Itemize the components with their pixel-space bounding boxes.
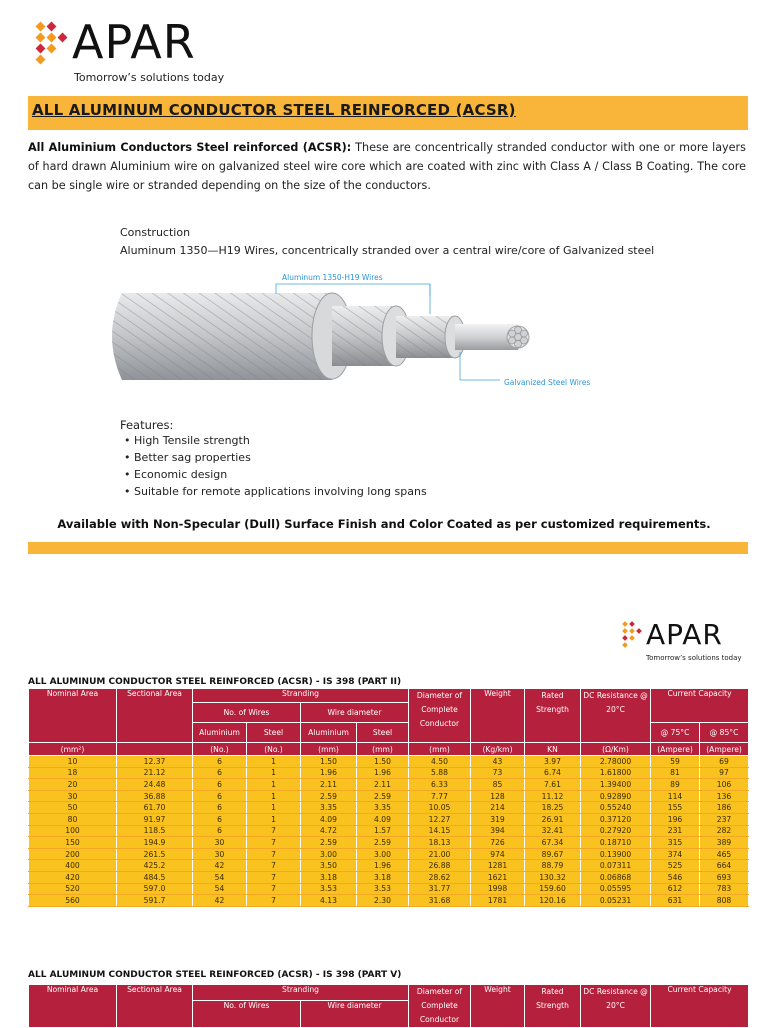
table-cell: 465 bbox=[700, 848, 749, 860]
table-row bbox=[29, 790, 749, 802]
table-cell: 0.05595 bbox=[581, 883, 651, 895]
th-diameter: Diameter of Complete Conductor bbox=[409, 985, 471, 1028]
th-rated-strength: Rated Strength bbox=[525, 985, 581, 1028]
table-cell: 1.61800 bbox=[581, 767, 651, 779]
table-cell: 3.50 bbox=[301, 860, 357, 872]
table-cell: 6 bbox=[193, 779, 247, 791]
table-cell: 31.68 bbox=[409, 895, 471, 907]
table-cell: 10 bbox=[29, 756, 117, 768]
table-cell: 21.12 bbox=[117, 767, 193, 779]
th-nominal-area: Nominal Area bbox=[29, 689, 117, 743]
table-cell: 7 bbox=[247, 883, 301, 895]
table-cell: 3.00 bbox=[301, 848, 357, 860]
unit-cell: KN bbox=[525, 743, 581, 756]
table-cell: 36.88 bbox=[117, 790, 193, 802]
logo-wordmark: APAR bbox=[646, 618, 723, 651]
table-cell: 389 bbox=[700, 837, 749, 849]
table-cell: 2.11 bbox=[357, 779, 409, 791]
th-aluminium: Aluminium bbox=[301, 723, 357, 743]
table-cell: 546 bbox=[651, 871, 700, 883]
table-cell: 0.05231 bbox=[581, 895, 651, 907]
table-cell: 26.88 bbox=[409, 860, 471, 872]
table-cell: 1 bbox=[247, 802, 301, 814]
table-cell: 80 bbox=[29, 813, 117, 825]
table-cell: 1281 bbox=[471, 860, 525, 872]
table-cell: 88.79 bbox=[525, 860, 581, 872]
table-cell: 6.33 bbox=[409, 779, 471, 791]
table-cell: 597.0 bbox=[117, 883, 193, 895]
table-cell: 1 bbox=[247, 779, 301, 791]
table-cell: 7 bbox=[247, 871, 301, 883]
table-cell: 612 bbox=[651, 883, 700, 895]
th-at75: @ 75°C bbox=[651, 723, 700, 743]
table-cell: 7 bbox=[247, 895, 301, 907]
apar-logo-top bbox=[34, 15, 225, 84]
construction-heading: Construction bbox=[120, 226, 191, 239]
unit-cell: (mm) bbox=[301, 743, 357, 756]
table-cell: 400 bbox=[29, 860, 117, 872]
table-cell: 89.67 bbox=[525, 848, 581, 860]
unit-cell: (No.) bbox=[247, 743, 301, 756]
table-row bbox=[29, 871, 749, 883]
table-cell: 315 bbox=[651, 837, 700, 849]
construction-text: Aluminum 1350—H19 Wires, concentrically stranded over a central wire/core of Galvanized steel bbox=[120, 244, 655, 257]
table-cell: 30 bbox=[193, 848, 247, 860]
table-cell: 525 bbox=[651, 860, 700, 872]
table-cell: 3.00 bbox=[357, 848, 409, 860]
table-cell: 7 bbox=[247, 860, 301, 872]
table-cell: 808 bbox=[700, 895, 749, 907]
table-cell: 425.2 bbox=[117, 860, 193, 872]
table-cell: 1 bbox=[247, 790, 301, 802]
table-cell: 10.05 bbox=[409, 802, 471, 814]
table-cell: 664 bbox=[700, 860, 749, 872]
table-cell: 6 bbox=[193, 767, 247, 779]
logo-tagline: Tomorrow’s solutions today bbox=[74, 71, 225, 84]
table-cell: 0.13900 bbox=[581, 848, 651, 860]
th-weight: Weight bbox=[471, 689, 525, 743]
table-cell: 159.60 bbox=[525, 883, 581, 895]
table-cell: 4.09 bbox=[301, 813, 357, 825]
table-cell: 12.37 bbox=[117, 756, 193, 768]
table-cell: 4.13 bbox=[301, 895, 357, 907]
table-cell: 7 bbox=[247, 848, 301, 860]
table-row bbox=[29, 848, 749, 860]
th-aluminium: Aluminium bbox=[193, 723, 247, 743]
table-cell: 54 bbox=[193, 871, 247, 883]
table-cell: 73 bbox=[471, 767, 525, 779]
table-cell: 783 bbox=[700, 883, 749, 895]
th-steel: Steel bbox=[247, 723, 301, 743]
table-cell: 1.96 bbox=[357, 767, 409, 779]
table-cell: 2.78000 bbox=[581, 756, 651, 768]
table-cell: 6 bbox=[193, 802, 247, 814]
table-cell: 200 bbox=[29, 848, 117, 860]
table-cell: 32.41 bbox=[525, 825, 581, 837]
table-cell: 136 bbox=[700, 790, 749, 802]
unit-cell: (mm²) bbox=[29, 743, 117, 756]
units-row bbox=[29, 743, 749, 756]
table-cell: 1.96 bbox=[301, 767, 357, 779]
table-cell: 4.50 bbox=[409, 756, 471, 768]
table-cell: 484.5 bbox=[117, 871, 193, 883]
table-cell: 0.07311 bbox=[581, 860, 651, 872]
feature-item: • Better sag properties bbox=[124, 449, 427, 466]
table-cell: 231 bbox=[651, 825, 700, 837]
table-cell: 0.92890 bbox=[581, 790, 651, 802]
table-cell: 237 bbox=[700, 813, 749, 825]
intro-paragraph bbox=[28, 138, 746, 195]
table-cell: 14.15 bbox=[409, 825, 471, 837]
th-dc-resistance: DC Resistance @ 20°C bbox=[581, 689, 651, 743]
table-cell: 0.06868 bbox=[581, 871, 651, 883]
unit-cell: (Ω/Km) bbox=[581, 743, 651, 756]
table-cell: 118.5 bbox=[117, 825, 193, 837]
table-cell: 2.59 bbox=[301, 837, 357, 849]
th-nominal-area: Nominal Area bbox=[29, 985, 117, 1028]
table2-title: ALL ALUMINUM CONDUCTOR STEEL REINFORCED (ACSR) - IS 398 (PART V) bbox=[28, 970, 402, 980]
table-cell: 30 bbox=[193, 837, 247, 849]
table-cell: 4.72 bbox=[301, 825, 357, 837]
th-dc-resistance: DC Resistance @ 20°C bbox=[581, 985, 651, 1028]
table-cell: 24.48 bbox=[117, 779, 193, 791]
table-cell: 693 bbox=[700, 871, 749, 883]
th-wire-diameter: Wire diameter bbox=[301, 703, 409, 723]
th-weight: Weight bbox=[471, 985, 525, 1028]
table-row bbox=[29, 895, 749, 907]
table-cell: 726 bbox=[471, 837, 525, 849]
table-cell: 2.59 bbox=[357, 790, 409, 802]
table-cell: 3.35 bbox=[357, 802, 409, 814]
table-cell: 394 bbox=[471, 825, 525, 837]
table-cell: 26.91 bbox=[525, 813, 581, 825]
table-cell: 261.5 bbox=[117, 848, 193, 860]
table-cell: 120.16 bbox=[525, 895, 581, 907]
features-list bbox=[124, 432, 427, 500]
table1-body bbox=[29, 743, 749, 907]
table1-title: ALL ALUMINUM CONDUCTOR STEEL REINFORCED (ACSR) - IS 398 (PART II) bbox=[28, 677, 402, 687]
divider-bar bbox=[28, 542, 748, 554]
table-cell: 54 bbox=[193, 883, 247, 895]
table-cell: 1.50 bbox=[301, 756, 357, 768]
table-cell: 89 bbox=[651, 779, 700, 791]
th-current-capacity: Current Capacity bbox=[651, 689, 749, 723]
intro-body: These are concentrically stranded conductor with one or more layers of hard drawn Aluminium wire on galvanized steel wire core which are coated with zinc with Class A / Class B Coating. The core can be single wire or stranded depending on the size of the conductors. bbox=[28, 141, 746, 192]
table-cell: 28.62 bbox=[409, 871, 471, 883]
table-cell: 186 bbox=[700, 802, 749, 814]
table-cell: 150 bbox=[29, 837, 117, 849]
table-cell: 1.96 bbox=[357, 860, 409, 872]
table-cell: 2.59 bbox=[301, 790, 357, 802]
table-row bbox=[29, 837, 749, 849]
intro-lead: All Aluminium Conductors Steel reinforced (ACSR): bbox=[28, 141, 352, 154]
table-cell: 591.7 bbox=[117, 895, 193, 907]
th-steel: Steel bbox=[357, 723, 409, 743]
table-cell: 11.12 bbox=[525, 790, 581, 802]
table-cell: 81 bbox=[651, 767, 700, 779]
table-cell: 20 bbox=[29, 779, 117, 791]
th-at85: @ 85°C bbox=[700, 723, 749, 743]
table-cell: 12.27 bbox=[409, 813, 471, 825]
table-row bbox=[29, 860, 749, 872]
table-cell: 85 bbox=[471, 779, 525, 791]
table-row bbox=[29, 756, 749, 768]
table-cell: 420 bbox=[29, 871, 117, 883]
table-cell: 1 bbox=[247, 813, 301, 825]
unit-cell: (Kg/km) bbox=[471, 743, 525, 756]
th-stranding: Stranding bbox=[193, 985, 409, 1001]
th-diameter: Diameter of Complete Conductor bbox=[409, 689, 471, 743]
table-cell: 106 bbox=[700, 779, 749, 791]
table-cell: 18.13 bbox=[409, 837, 471, 849]
table-cell: 3.35 bbox=[301, 802, 357, 814]
table-cell: 3.53 bbox=[301, 883, 357, 895]
table-cell: 0.55240 bbox=[581, 802, 651, 814]
table-cell: 2.59 bbox=[357, 837, 409, 849]
table-cell: 631 bbox=[651, 895, 700, 907]
table-row bbox=[29, 802, 749, 814]
table-cell: 1998 bbox=[471, 883, 525, 895]
table-cell: 69 bbox=[700, 756, 749, 768]
table-cell: 42 bbox=[193, 860, 247, 872]
table-cell: 7.61 bbox=[525, 779, 581, 791]
th-stranding: Stranding bbox=[193, 689, 409, 703]
table-cell: 1 bbox=[247, 767, 301, 779]
th-sectional-area: Sectional Area bbox=[117, 985, 193, 1028]
table-cell: 3.18 bbox=[301, 871, 357, 883]
features-heading: Features: bbox=[120, 418, 174, 432]
table-cell: 1621 bbox=[471, 871, 525, 883]
availability-note: Available with Non-Specular (Dull) Surface Finish and Color Coated as per customized requirements. bbox=[57, 517, 711, 531]
unit-cell: (mm) bbox=[357, 743, 409, 756]
table-row bbox=[29, 779, 749, 791]
logo-diamonds-icon bbox=[34, 19, 68, 65]
table-cell: 18.25 bbox=[525, 802, 581, 814]
table-cell: 128 bbox=[471, 790, 525, 802]
th-rated-strength: Rated Strength bbox=[525, 689, 581, 743]
spec-table-part2 bbox=[28, 688, 749, 907]
table-row bbox=[29, 883, 749, 895]
logo-diamonds-icon bbox=[622, 620, 642, 648]
table-cell: 0.37120 bbox=[581, 813, 651, 825]
unit-cell: (Ampere) bbox=[700, 743, 749, 756]
table-cell: 1.50 bbox=[357, 756, 409, 768]
unit-cell: (mm) bbox=[409, 743, 471, 756]
spec-table-part5 bbox=[28, 984, 749, 1028]
table-cell: 59 bbox=[651, 756, 700, 768]
table-cell: 42 bbox=[193, 895, 247, 907]
table-row bbox=[29, 813, 749, 825]
table-row bbox=[29, 825, 749, 837]
table-cell: 3.97 bbox=[525, 756, 581, 768]
feature-item: • Economic design bbox=[124, 466, 427, 483]
th-sectional-area: Sectional Area bbox=[117, 689, 193, 743]
table-row bbox=[29, 767, 749, 779]
feature-item: • High Tensile strength bbox=[124, 432, 427, 449]
table-cell: 155 bbox=[651, 802, 700, 814]
table-cell: 18 bbox=[29, 767, 117, 779]
table-cell: 974 bbox=[471, 848, 525, 860]
table-cell: 0.18710 bbox=[581, 837, 651, 849]
table-cell: 6 bbox=[193, 790, 247, 802]
feature-item: • Suitable for remote applications involving long spans bbox=[124, 483, 427, 500]
logo-tagline: Tomorrow’s solutions today bbox=[646, 654, 742, 662]
callout-aluminum-wires: Aluminum 1350-H19 Wires bbox=[282, 273, 383, 282]
unit-cell bbox=[117, 743, 193, 756]
table-cell: 1781 bbox=[471, 895, 525, 907]
table-cell: 130.32 bbox=[525, 871, 581, 883]
unit-cell: (Ampere) bbox=[651, 743, 700, 756]
table-cell: 7 bbox=[247, 825, 301, 837]
table-cell: 6 bbox=[193, 756, 247, 768]
table-cell: 3.53 bbox=[357, 883, 409, 895]
table-cell: 319 bbox=[471, 813, 525, 825]
table-cell: 560 bbox=[29, 895, 117, 907]
table-cell: 520 bbox=[29, 883, 117, 895]
table-cell: 30 bbox=[29, 790, 117, 802]
table-cell: 282 bbox=[700, 825, 749, 837]
table-cell: 7 bbox=[247, 837, 301, 849]
callout-steel-wires: Galvanized Steel Wires bbox=[504, 378, 591, 387]
table-cell: 61.70 bbox=[117, 802, 193, 814]
table-cell: 2.30 bbox=[357, 895, 409, 907]
table-cell: 1 bbox=[247, 756, 301, 768]
unit-cell: (No.) bbox=[193, 743, 247, 756]
table-cell: 50 bbox=[29, 802, 117, 814]
table-cell: 97 bbox=[700, 767, 749, 779]
table-cell: 4.09 bbox=[357, 813, 409, 825]
table-cell: 21.00 bbox=[409, 848, 471, 860]
table-cell: 6 bbox=[193, 813, 247, 825]
table-cell: 374 bbox=[651, 848, 700, 860]
table-cell: 43 bbox=[471, 756, 525, 768]
th-current-capacity: Current Capacity bbox=[651, 985, 749, 1028]
table-cell: 114 bbox=[651, 790, 700, 802]
table-cell: 0.27920 bbox=[581, 825, 651, 837]
table-cell: 5.88 bbox=[409, 767, 471, 779]
table-cell: 91.97 bbox=[117, 813, 193, 825]
table-cell: 31.77 bbox=[409, 883, 471, 895]
th-no-of-wires: No. of Wires bbox=[193, 703, 301, 723]
logo-wordmark: APAR bbox=[72, 15, 196, 69]
table-cell: 6 bbox=[193, 825, 247, 837]
table-cell: 7.77 bbox=[409, 790, 471, 802]
table-cell: 3.18 bbox=[357, 871, 409, 883]
th-wire-diameter: Wire diameter bbox=[301, 1001, 409, 1028]
table-cell: 100 bbox=[29, 825, 117, 837]
th-no-of-wires: No. of Wires bbox=[193, 1001, 301, 1028]
apar-logo-second bbox=[622, 618, 742, 662]
table-cell: 194.9 bbox=[117, 837, 193, 849]
table-cell: 6.74 bbox=[525, 767, 581, 779]
table-cell: 196 bbox=[651, 813, 700, 825]
table-cell: 1.39400 bbox=[581, 779, 651, 791]
table-cell: 67.34 bbox=[525, 837, 581, 849]
table-cell: 2.11 bbox=[301, 779, 357, 791]
page-title: ALL ALUMINUM CONDUCTOR STEEL REINFORCED (ACSR) bbox=[32, 101, 516, 119]
table-cell: 214 bbox=[471, 802, 525, 814]
table-cell: 1.57 bbox=[357, 825, 409, 837]
